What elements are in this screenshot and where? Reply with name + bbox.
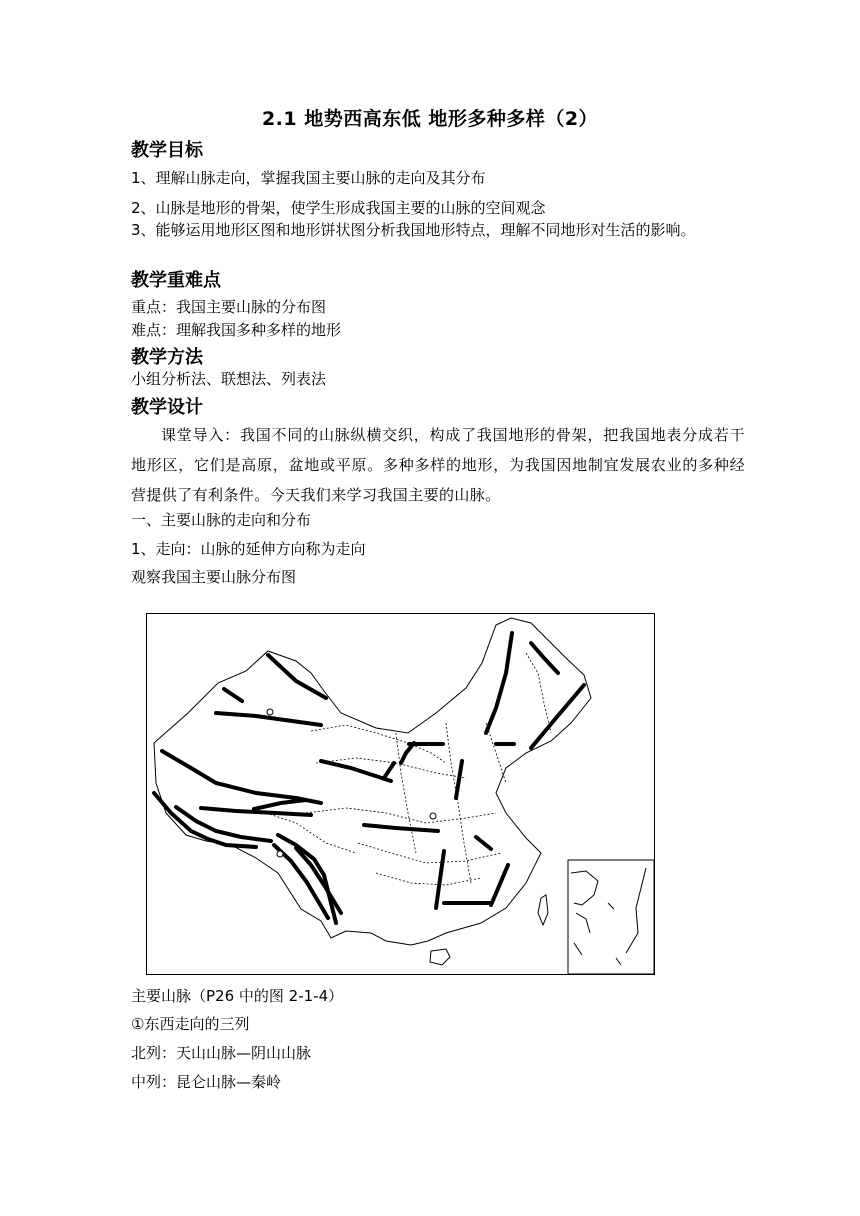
subsection-heading: 一、主要山脉的走向和分布 (131, 511, 312, 529)
key-point-item: 难点：理解我国多种多样的地形 (131, 321, 342, 339)
city-marker (430, 813, 436, 819)
list-heading: ①东西走向的三列 (131, 1015, 250, 1033)
section-heading-methods: 教学方法 (131, 347, 203, 368)
section-heading-key-points: 教学重难点 (131, 270, 221, 291)
page-title: 2.1 地势西高东低 地形多种多样（2） (261, 108, 599, 130)
subsection-item: 1、走向：山脉的延伸方向称为走向 (131, 540, 366, 558)
list-item-middle: 中列：昆仑山脉—秦岭 (131, 1073, 282, 1091)
methods-text: 小组分析法、联想法、列表法 (131, 370, 327, 388)
city-marker (277, 851, 283, 857)
objective-item: 1、理解山脉走向，掌握我国主要山脉的走向及其分布 (131, 169, 486, 187)
figure-caption: 主要山脉（P26 中的图 2-1-4） (131, 987, 344, 1005)
china-mountain-map (146, 613, 655, 975)
objective-item: 2、山脉是地形的骨架，使学生形成我国主要的山脉的空间观念 (131, 199, 546, 217)
section-heading-objectives: 教学目标 (131, 140, 203, 161)
intro-paragraph: 课堂导入：我国不同的山脉纵横交织，构成了我国地形的骨架，把我国地表分成若干地形区，它们是高原，盆地或平原。多种多样的地形，为我国因地制宜发展农业的多种经营提供了有利条件。今天我们来学习我国主要的山脉。 (131, 426, 745, 504)
south-china-sea-inset (568, 860, 654, 974)
list-item-north: 北列：天山山脉—阴山山脉 (131, 1044, 312, 1062)
city-marker (267, 709, 273, 715)
section-heading-design: 教学设计 (131, 397, 203, 418)
observe-caption: 观察我国主要山脉分布图 (131, 568, 297, 586)
objective-item: 3、能够运用地形区图和地形饼状图分析我国地形特点，理解不同地形对生活的影响。 (131, 221, 696, 239)
key-point-item: 重点：我国主要山脉的分布图 (131, 298, 327, 316)
